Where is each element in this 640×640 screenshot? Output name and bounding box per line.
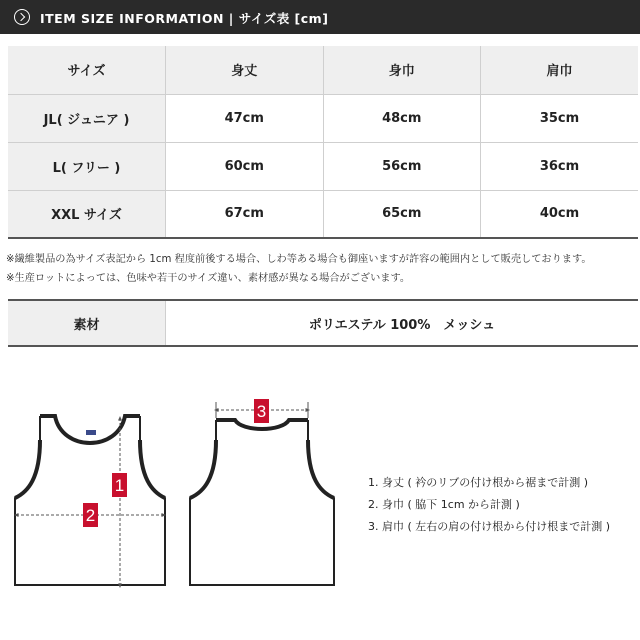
table-header-row bbox=[8, 46, 638, 94]
column-header: 肩巾 bbox=[481, 46, 639, 94]
size-table bbox=[8, 46, 638, 239]
column-header: 身丈 bbox=[166, 46, 324, 94]
section-header bbox=[0, 0, 640, 34]
table-cell: 65cm bbox=[323, 190, 481, 238]
size-label: JL( ジュニア ) bbox=[8, 94, 166, 142]
table-cell: 56cm bbox=[323, 142, 481, 190]
note-line: ※生産ロットによっては、色味や若干のサイズ違い、素材感が異なる場合がございます。 bbox=[6, 273, 411, 284]
table-cell: 47cm bbox=[166, 94, 324, 142]
brand-tag-icon bbox=[86, 430, 96, 435]
table-cell: 35cm bbox=[481, 94, 639, 142]
column-header: サイズ bbox=[8, 46, 166, 94]
section-title: ITEM SIZE INFORMATION | サイズ表 [cm] bbox=[40, 11, 329, 26]
measurement-legend bbox=[368, 472, 610, 538]
back-bib-illustration bbox=[190, 399, 334, 585]
table-cell: 60cm bbox=[166, 142, 324, 190]
material-value: ポリエステル 100% メッシュ bbox=[308, 317, 496, 333]
marker-2-label: 2 bbox=[85, 506, 96, 525]
size-label: XXL サイズ bbox=[8, 190, 166, 238]
table-cell: 48cm bbox=[323, 94, 481, 142]
legend-item: 2. 身巾 ( 脇下 1cm から計測 ) bbox=[368, 498, 520, 511]
table-row bbox=[8, 142, 638, 190]
table-row bbox=[8, 190, 638, 238]
legend-item: 1. 身丈 ( 衿のリブの付け根から裾まで計測 ) bbox=[368, 476, 589, 489]
marker-1-label: 1 bbox=[114, 476, 125, 495]
table-row bbox=[8, 94, 638, 142]
table-cell: 36cm bbox=[481, 142, 639, 190]
note-line: ※繊維製品の為サイズ表記から 1cm 程度前後する場合、しわ等ある場合も御座いますが許容の範囲内として販売しております。 bbox=[6, 254, 592, 265]
material-table bbox=[8, 299, 638, 347]
marker-3-label: 3 bbox=[256, 402, 267, 421]
column-header: 身巾 bbox=[323, 46, 481, 94]
table-cell: 40cm bbox=[481, 190, 639, 238]
chevron-right-circle-icon bbox=[14, 9, 30, 25]
front-bib-illustration bbox=[15, 416, 165, 586]
size-label: L( フリー ) bbox=[8, 142, 166, 190]
material-label: 素材 bbox=[8, 301, 166, 345]
notes bbox=[6, 250, 636, 288]
legend-item: 3. 肩巾 ( 左右の肩の付け根から付け根まで計測 ) bbox=[368, 520, 611, 533]
table-cell: 67cm bbox=[166, 190, 324, 238]
